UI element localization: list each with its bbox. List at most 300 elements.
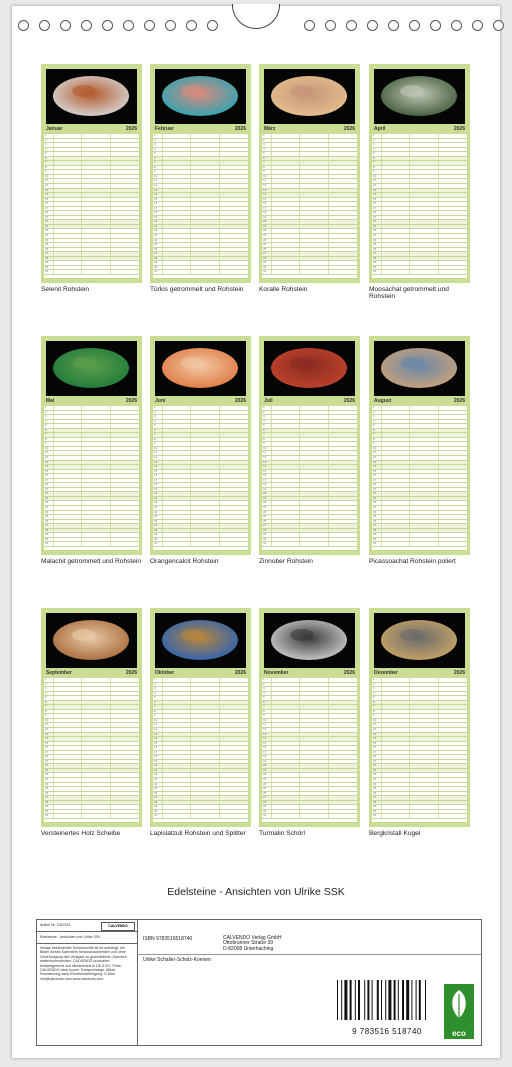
day-number: 13	[45, 187, 49, 192]
day-number: 20	[45, 491, 49, 496]
day-number: 6	[45, 155, 47, 160]
day-number: 6	[263, 699, 265, 704]
day-number: 30	[373, 808, 377, 813]
day-number: 7	[154, 704, 156, 709]
month-name: September	[46, 670, 72, 676]
day-number: 6	[154, 427, 156, 432]
day-number: 14	[373, 464, 377, 469]
day-number: 14	[154, 464, 158, 469]
barcode-bar	[385, 980, 386, 1020]
day-number: 14	[373, 736, 377, 741]
month-name: April	[374, 126, 386, 132]
day-number: 2	[154, 681, 156, 686]
day-number: 4	[154, 418, 156, 423]
day-number: 15	[45, 740, 49, 745]
binding-hole	[451, 20, 462, 31]
day-number: 12	[45, 727, 49, 732]
day-number: 11	[45, 722, 49, 727]
day-number: 16	[45, 473, 49, 478]
day-number: 20	[373, 491, 377, 496]
day-number: 16	[373, 473, 377, 478]
day-number: 6	[45, 699, 47, 704]
day-number: 4	[45, 418, 47, 423]
day-number: 7	[45, 160, 47, 165]
day-number: 14	[45, 736, 49, 741]
barcode-bar	[355, 980, 356, 1020]
day-number: 12	[373, 183, 377, 188]
photo-caption: Türkis getrommelt und Rohstein	[150, 286, 244, 293]
month-header	[44, 670, 139, 677]
day-number: 16	[373, 201, 377, 206]
day-number: 15	[154, 468, 158, 473]
day-number: 29	[373, 260, 377, 265]
day-number: 30	[263, 264, 267, 269]
day-number: 16	[263, 201, 267, 206]
calvendo-logo: CALVENDO	[101, 922, 135, 931]
day-number: 22	[263, 500, 267, 505]
gemstone-photo	[155, 341, 246, 396]
day-number: 25	[373, 786, 377, 791]
day-row	[372, 270, 467, 275]
day-grid	[44, 134, 139, 278]
calendar-title: Edelsteine - Ansichten von Ulrike SSK	[167, 886, 345, 898]
day-number: 5	[154, 423, 156, 428]
day-number: 18	[154, 210, 158, 215]
day-number: 14	[154, 736, 158, 741]
day-number: 19	[263, 758, 267, 763]
day-number: 24	[263, 509, 267, 514]
day-number: 7	[45, 432, 47, 437]
day-number: 25	[154, 786, 158, 791]
day-grid	[153, 678, 248, 822]
day-number: 13	[45, 731, 49, 736]
day-number: 18	[373, 210, 377, 215]
day-number: 7	[263, 160, 265, 165]
day-number: 28	[154, 799, 158, 804]
month-header	[372, 126, 467, 133]
binding-hole	[409, 20, 420, 31]
day-number: 2	[373, 681, 375, 686]
barcode-bar	[358, 980, 360, 1020]
day-number: 24	[154, 237, 158, 242]
barcode-bar	[367, 980, 369, 1020]
day-number: 29	[263, 804, 267, 809]
barcode-bar	[381, 980, 382, 1020]
day-number: 2	[373, 409, 375, 414]
day-number: 14	[263, 736, 267, 741]
day-grid	[372, 406, 467, 550]
day-number: 20	[154, 219, 158, 224]
day-number: 8	[45, 708, 47, 713]
day-number: 19	[263, 214, 267, 219]
month-name: Januar	[46, 126, 63, 132]
day-number: 17	[263, 749, 267, 754]
month-header	[372, 670, 467, 677]
day-number: 19	[154, 758, 158, 763]
day-number: 11	[373, 178, 377, 183]
day-number: 10	[373, 173, 377, 178]
day-number: 14	[45, 464, 49, 469]
barcode-bar	[364, 980, 365, 1020]
barcode-bar	[398, 980, 399, 1020]
day-number: 11	[373, 450, 377, 455]
day-number: 13	[263, 731, 267, 736]
day-number: 20	[154, 491, 158, 496]
day-number: 4	[373, 418, 375, 423]
day-number: 19	[373, 486, 377, 491]
binding-hole	[123, 20, 134, 31]
day-number: 28	[263, 255, 267, 260]
day-number: 23	[373, 505, 377, 510]
day-number: 20	[45, 763, 49, 768]
day-number: 30	[154, 808, 158, 813]
month-name: Juni	[155, 398, 166, 404]
photo-caption: Zinnober Rohstein	[259, 558, 313, 565]
day-number: 28	[373, 527, 377, 532]
day-number: 27	[154, 251, 158, 256]
day-number: 26	[373, 790, 377, 795]
day-number: 26	[45, 518, 49, 523]
day-number: 30	[45, 264, 49, 269]
day-number: 21	[154, 767, 158, 772]
day-number: 24	[373, 237, 377, 242]
day-number: 31	[45, 269, 49, 274]
day-number: 27	[45, 795, 49, 800]
day-number: 27	[263, 795, 267, 800]
day-number: 5	[373, 423, 375, 428]
day-number: 1	[154, 677, 156, 681]
day-number: 16	[154, 473, 158, 478]
photo-caption: Malachit getrommelt und Rohstein	[41, 558, 142, 565]
gemstone-photo	[264, 341, 355, 396]
barcode-bar	[372, 980, 373, 1020]
day-number: 21	[154, 223, 158, 228]
day-number: 3	[263, 414, 265, 419]
day-number: 25	[45, 242, 49, 247]
day-number: 9	[154, 713, 156, 718]
day-number: 9	[263, 169, 265, 174]
month-year: 2026	[453, 126, 465, 132]
day-number: 8	[263, 708, 265, 713]
day-number: 5	[373, 151, 375, 156]
gemstone-photo	[264, 69, 355, 124]
barcode-bars	[335, 980, 439, 1022]
day-number: 8	[263, 436, 265, 441]
month-header	[262, 398, 357, 405]
month-year: 2026	[343, 126, 355, 132]
month-name: Mai	[46, 398, 55, 404]
day-number: 29	[263, 532, 267, 537]
month-card	[369, 608, 470, 827]
day-grid	[44, 406, 139, 550]
day-number: 10	[263, 717, 267, 722]
day-number: 11	[45, 450, 49, 455]
gemstone-photo	[374, 613, 465, 668]
month-card	[150, 608, 251, 827]
day-number: 5	[154, 695, 156, 700]
binding-hole	[430, 20, 441, 31]
binding-hole	[102, 20, 113, 31]
day-number: 25	[45, 514, 49, 519]
day-number: 1	[45, 133, 47, 137]
day-grid	[262, 134, 357, 278]
eco-label: eco	[452, 1029, 466, 1038]
day-number: 24	[373, 509, 377, 514]
day-number: 9	[45, 169, 47, 174]
month-header	[153, 670, 248, 677]
day-number: 14	[45, 192, 49, 197]
day-number: 4	[45, 146, 47, 151]
day-number: 9	[373, 169, 375, 174]
day-number: 10	[45, 717, 49, 722]
day-row	[262, 542, 357, 547]
day-number: 18	[263, 482, 267, 487]
day-number: 10	[45, 445, 49, 450]
day-number: 31	[373, 541, 377, 546]
day-number: 2	[45, 409, 47, 414]
info-column-left	[37, 920, 138, 1045]
day-number: 22	[45, 772, 49, 777]
day-number: 23	[263, 505, 267, 510]
day-number: 1	[373, 677, 375, 681]
day-number: 17	[45, 477, 49, 482]
day-number: 12	[263, 727, 267, 732]
day-number: 30	[263, 808, 267, 813]
day-number: 19	[45, 758, 49, 763]
day-number: 23	[154, 505, 158, 510]
eco-badge	[444, 984, 474, 1039]
day-number: 11	[263, 450, 267, 455]
month-year: 2026	[125, 670, 137, 676]
day-number: 7	[373, 432, 375, 437]
day-row	[44, 270, 139, 275]
day-number: 21	[154, 495, 158, 500]
day-number: 9	[263, 713, 265, 718]
day-number: 24	[45, 781, 49, 786]
day-number: 15	[263, 740, 267, 745]
month-card	[41, 608, 142, 827]
day-number: 27	[45, 523, 49, 528]
day-number: 20	[373, 763, 377, 768]
day-number: 13	[263, 187, 267, 192]
day-number: 24	[373, 781, 377, 786]
day-number: 3	[373, 414, 375, 419]
day-number: 7	[154, 160, 156, 165]
day-number: 20	[263, 763, 267, 768]
day-number: 9	[373, 441, 375, 446]
day-number: 27	[154, 795, 158, 800]
day-number: 7	[373, 704, 375, 709]
day-number: 16	[154, 745, 158, 750]
day-number: 16	[263, 745, 267, 750]
day-number: 8	[373, 708, 375, 713]
day-number: 13	[373, 459, 377, 464]
photo-caption: Moosachat getrommelt und Rohstein	[369, 286, 449, 300]
gemstone-photo	[46, 613, 137, 668]
day-number: 10	[263, 445, 267, 450]
month-year: 2026	[234, 670, 246, 676]
day-number: 18	[373, 754, 377, 759]
barcode	[335, 980, 439, 1036]
barcode-bar	[388, 980, 391, 1020]
day-number: 26	[45, 790, 49, 795]
day-number: 17	[154, 205, 158, 210]
day-number: 27	[373, 251, 377, 256]
photo-caption: Picassoachat Rohstein poliert	[369, 558, 456, 565]
day-number: 14	[373, 192, 377, 197]
day-number: 3	[45, 686, 47, 691]
day-number: 30	[154, 264, 158, 269]
day-number: 7	[373, 160, 375, 165]
day-number: 28	[45, 527, 49, 532]
binding-hole	[186, 20, 197, 31]
day-number: 26	[154, 246, 158, 251]
day-number: 16	[45, 745, 49, 750]
day-number: 22	[45, 228, 49, 233]
day-number: 12	[154, 455, 158, 460]
binding-hole	[388, 20, 399, 31]
day-number: 26	[373, 246, 377, 251]
day-number: 3	[373, 142, 375, 147]
day-number: 2	[45, 137, 47, 142]
day-number: 16	[45, 201, 49, 206]
day-number: 2	[45, 681, 47, 686]
day-row	[372, 542, 467, 547]
day-number: 8	[154, 708, 156, 713]
day-number: 7	[263, 432, 265, 437]
day-number: 8	[45, 436, 47, 441]
day-number: 1	[45, 677, 47, 681]
day-number: 8	[154, 164, 156, 169]
day-number: 31	[45, 541, 49, 546]
day-number: 11	[154, 722, 158, 727]
day-number: 18	[154, 754, 158, 759]
photo-caption: Turmalin Schörl	[259, 830, 305, 837]
leaf-icon	[444, 984, 474, 1024]
day-number: 8	[45, 164, 47, 169]
day-number: 19	[373, 214, 377, 219]
day-number: 23	[154, 777, 158, 782]
day-number: 17	[263, 477, 267, 482]
day-number: 22	[154, 228, 158, 233]
binding-hole	[81, 20, 92, 31]
calendar-sheet	[12, 6, 500, 1058]
day-number: 29	[45, 804, 49, 809]
day-number: 15	[45, 468, 49, 473]
day-grid	[372, 134, 467, 278]
day-number: 23	[154, 233, 158, 238]
day-number: 1	[45, 405, 47, 409]
day-number: 13	[45, 459, 49, 464]
day-number: 30	[373, 264, 377, 269]
day-number: 7	[154, 432, 156, 437]
day-number: 22	[45, 500, 49, 505]
day-number: 17	[263, 205, 267, 210]
day-number: 27	[373, 795, 377, 800]
day-number: 9	[154, 169, 156, 174]
gemstone-photo	[374, 69, 465, 124]
day-number: 10	[154, 173, 158, 178]
barcode-bar	[344, 980, 347, 1020]
day-number: 1	[263, 677, 265, 681]
day-grid	[262, 678, 357, 822]
day-number: 15	[373, 740, 377, 745]
binding-hole	[165, 20, 176, 31]
barcode-bar	[411, 980, 412, 1020]
day-number: 26	[154, 518, 158, 523]
day-number: 5	[45, 151, 47, 156]
day-number: 22	[154, 772, 158, 777]
day-number: 20	[263, 491, 267, 496]
day-number: 11	[45, 178, 49, 183]
day-number: 27	[263, 251, 267, 256]
day-number: 31	[263, 269, 267, 274]
publisher-line-3: D-82008 Unterhaching	[223, 945, 274, 952]
binding-hole	[304, 20, 315, 31]
info-box	[36, 919, 482, 1046]
day-row	[372, 814, 467, 819]
day-row	[153, 814, 248, 819]
day-number: 21	[263, 495, 267, 500]
day-number: 21	[263, 223, 267, 228]
info-divider	[137, 954, 481, 955]
day-number: 23	[373, 777, 377, 782]
month-header	[44, 126, 139, 133]
month-header	[153, 398, 248, 405]
day-number: 31	[45, 813, 49, 818]
day-number: 29	[154, 260, 158, 265]
day-number: 23	[45, 777, 49, 782]
day-number: 23	[263, 777, 267, 782]
day-number: 6	[373, 699, 375, 704]
month-name: Juli	[264, 398, 273, 404]
day-number: 13	[154, 459, 158, 464]
day-grid	[372, 678, 467, 822]
article-number: Artikel Nr. 2067631	[40, 923, 71, 927]
day-number: 17	[154, 477, 158, 482]
day-number: 6	[373, 155, 375, 160]
photo-caption: Versteinertes Holz Scheibe	[41, 830, 121, 837]
day-number: 28	[45, 255, 49, 260]
gemstone-photo	[155, 69, 246, 124]
day-number: 26	[45, 246, 49, 251]
day-number: 27	[373, 523, 377, 528]
binding-hole	[18, 20, 29, 31]
barcode-bar	[394, 980, 396, 1020]
publisher-address	[223, 936, 282, 952]
day-number: 17	[45, 205, 49, 210]
day-row	[44, 542, 139, 547]
month-card	[369, 64, 470, 283]
day-number: 13	[263, 459, 267, 464]
day-number: 10	[154, 717, 158, 722]
day-number: 23	[45, 233, 49, 238]
day-number: 3	[373, 686, 375, 691]
day-number: 20	[45, 219, 49, 224]
day-number: 3	[45, 414, 47, 419]
binding-hole	[207, 20, 218, 31]
binding-hole	[60, 20, 71, 31]
month-name: Dezember	[374, 670, 398, 676]
month-card	[259, 64, 360, 283]
legal-text: Infolge bestehender Schutzrechte ist es unbefugt, die Bilder dieses Kalenders herauszuschneiden und ohne Genehmigung des Verlages zu gewerblichen Zwecken weiterzuverwenden. CALVENDO produziert bedarfsgerecht und klimaneutral in DE & EU. Preis: CALVENDO dank kurzer Transportwege. Abfall-Reduzierung dank Einzelstückfertigung. E-Mail: info@calvendo.com www.calvendo.com	[40, 946, 127, 981]
day-row	[153, 542, 248, 547]
gemstone-photo	[46, 69, 137, 124]
day-number: 15	[154, 740, 158, 745]
day-number: 31	[263, 541, 267, 546]
day-number: 13	[154, 187, 158, 192]
day-number: 5	[263, 423, 265, 428]
